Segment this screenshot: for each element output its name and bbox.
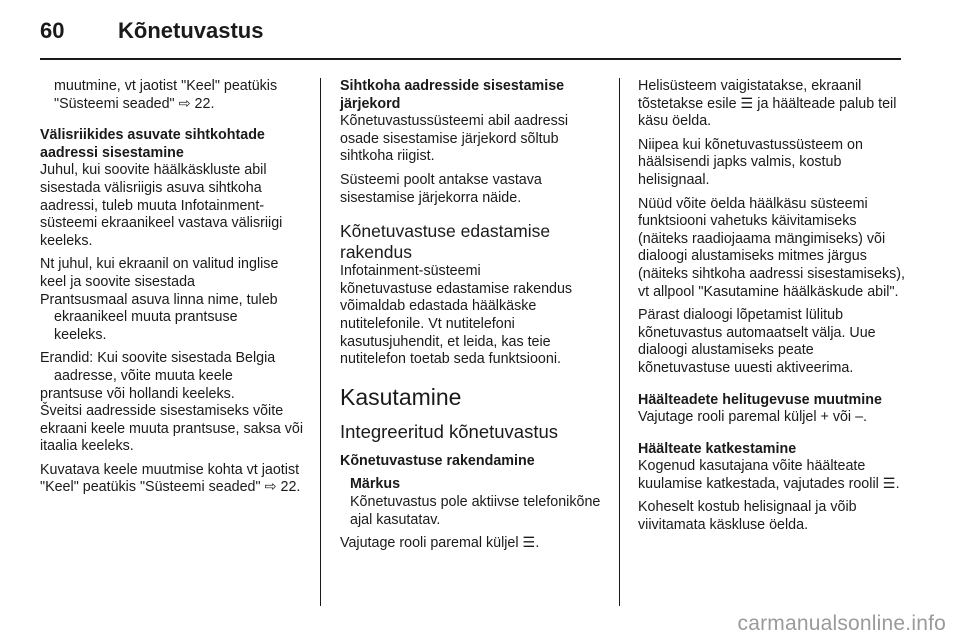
column-divider-1 [320,78,321,606]
paragraph-line: Prantsusmaal asuva linna nime, tuleb ekraanikeel muuta prantsuse [40,291,278,326]
paragraph: Helisüsteem vaigistatakse, ekraanil tõstetakse esile ☰ ja häälteade palub teil käsu öelda. [638,78,897,130]
paragraph: Infotainment-süsteemi [340,263,481,280]
paragraph: Kõnetuvastussüsteemi abil aadressi osade sisestamise järjekord sõltub sihtkoha riigist. [340,113,569,165]
section-heading: Häälteadete helitugevuse muutmine [638,391,882,408]
paragraph: Nt juhul, kui ekraanil on valitud inglise keel ja soovite sisestada [40,256,279,290]
column-divider-2 [619,78,620,606]
section-heading: Integreeritud kõnetuvastus [340,420,559,442]
paragraph: Nüüd võite öelda häälkäsu süsteemi funktsiooni vahetuks käivitamiseks (näiteks raadiojaama mängimiseks) või dialoogi alustamiseks mitmes järgus (näiteks sihtkoha aadressi sisestamiseks), vt allpool "Kasutamine häälkäskude abil". [638,195,905,300]
paragraph-line: keeleks. [54,326,107,343]
chapter-title: Kõnetuvastus [118,18,264,43]
paragraph: Süsteemi poolt antakse vastava sisestamise järjekorra näide. [340,171,542,206]
page-number: 60 [40,18,65,43]
note-text: Kõnetuvastus pole aktiivse telefonikõne ajal kasutatav. [350,493,601,528]
paragraph: Niipea kui kõnetuvastussüsteem on häälsisendi japks valmis, kostub helisignaal. [638,136,863,188]
paragraph: prantsuse või hollandi keeleks. [40,385,235,402]
column-1 [40,78,308,503]
note-title: Märkus [350,476,401,493]
section-heading: Häälteate katkestamine [638,440,797,457]
paragraph: muutmine, vt jaotist "Keel" peatükis "Süsteemi seaded" ⇨ 22. [54,78,278,112]
paragraph: Vajutage rooli paremal küljel + või –. [638,409,868,426]
column-3 [638,78,906,541]
chapter-heading: Kasutamine [340,383,462,410]
paragraph: Vajutage rooli paremal küljel ☰. [340,535,540,552]
paragraph: Juhul, kui soovite häälkäskluste abil sisestada välisriigis asuva sihtkoha aadressi, tuleb muuta Infotainment-süsteemi ekraanikeel vastava välisriigi keeleks. [40,162,283,249]
paragraph: Šveitsi aadresside sisestamiseks võite ekraani keele muuta prantsuse, saksa või itaalia keeleks. [40,403,304,455]
note-box [340,476,608,529]
header-rule [40,58,901,60]
watermark: carmanualsonline.info [737,612,946,635]
section-heading: Välisriikides asuvate sihtkohtade aadressi sisestamine [40,127,265,161]
paragraph: Pärast dialoogi lõpetamist lülitub kõnetuvastus automaatselt välja. Uue dialoogi alustamiseks peate kõnetuvastuse uuesti aktiveerima. [638,307,876,376]
paragraph: Erandid: Kui soovite sisestada Belgia aadresse, võite muuta keele [40,350,276,384]
subsection-heading: Kõnetuvastuse rakendamine [340,452,535,469]
paragraph: Kogenud kasutajana võite häälteate kuulamise katkestada, vajutades roolil ☰. [638,458,900,492]
paragraph: Koheselt kostub helisignaal ja võib viivitamata käskluse öelda. [638,499,857,534]
section-heading: Sihtkoha aadresside sisestamise järjekord [340,78,565,112]
paragraph: Kuvatava keele muutmise kohta vt jaotist "Keel" peatükis "Süsteemi seaded" ⇨ 22. [40,461,301,496]
section-heading: Kõnetuvastuse edastamise rakendus [340,221,551,263]
page-header [40,18,263,50]
paragraph: kõnetuvastuse edastamise rakendus võimaldab edastada häälkäske nutitelefonile. Vt nutitelefoni kasutusjuhendit, et leida, kas teie nutitelefon toetab seda funktsiooni. [340,280,573,368]
paragraph [40,292,308,345]
column-2 [340,78,608,559]
